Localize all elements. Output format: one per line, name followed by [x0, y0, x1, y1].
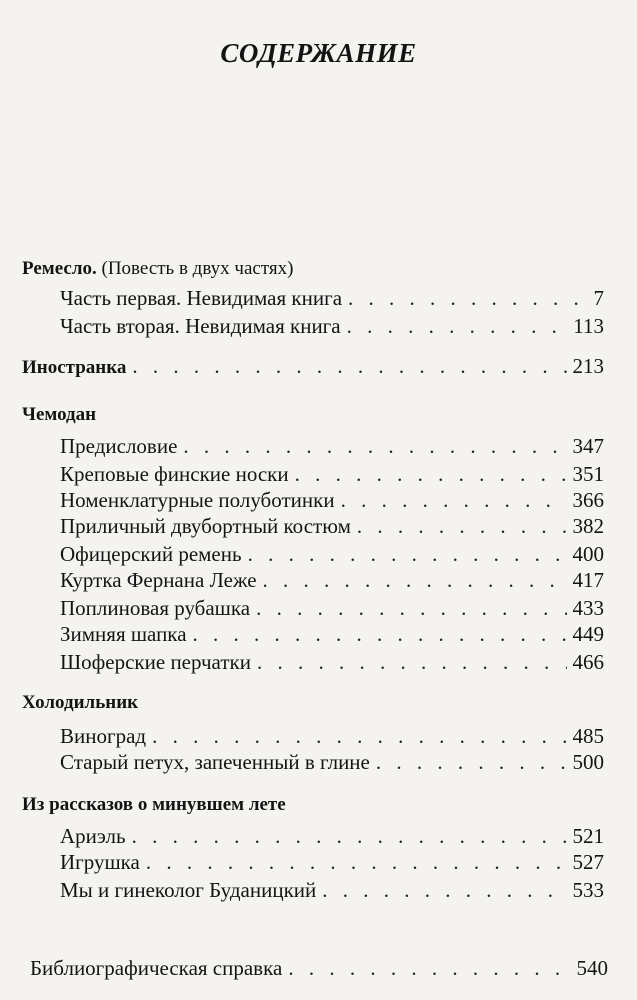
- entry-page: 449: [572, 622, 604, 646]
- leader-dots: [348, 286, 587, 311]
- entry-page: 213: [572, 354, 604, 378]
- leader-dots: [257, 650, 567, 675]
- leader-dots: [183, 434, 566, 459]
- toc-entry[interactable]: [60, 750, 604, 775]
- section-heading-remeslo: [22, 258, 293, 280]
- entry-page: 366: [572, 488, 604, 512]
- entry-label: Куртка Фернана Леже: [60, 568, 257, 592]
- entry-label: Креповые финские носки: [60, 462, 289, 486]
- entry-label: Поплиновая рубашка: [60, 596, 251, 620]
- leader-dots: [288, 956, 570, 981]
- entry-page: 485: [572, 724, 604, 748]
- entry-page: 533: [572, 878, 604, 902]
- entry-page: 466: [572, 650, 604, 674]
- entry-label: Номенклатурные полуботинки: [60, 488, 335, 512]
- section-heading-chemodan: [22, 404, 96, 426]
- toc-entry[interactable]: [60, 878, 604, 903]
- toc-entry[interactable]: [60, 434, 604, 459]
- section-subtitle: (Повесть в двух частях): [101, 258, 294, 279]
- entry-label: Часть вторая. Невидимая книга: [60, 314, 341, 338]
- toc-entry[interactable]: [60, 850, 604, 875]
- entry-page: 400: [572, 542, 604, 566]
- section-heading-label: Ремесло.: [22, 258, 97, 279]
- leader-dots: [132, 354, 566, 379]
- entry-label: Офицерский ремень: [60, 542, 242, 566]
- leader-dots: [146, 850, 567, 875]
- entry-page: 417: [572, 568, 604, 592]
- entry-label: Виноград: [60, 724, 147, 748]
- entry-label: Шоферские перчатки: [60, 650, 251, 674]
- toc-entry-bibliography[interactable]: [30, 956, 608, 981]
- section-heading-iz-rasskazov: [22, 794, 286, 816]
- toc-entry[interactable]: [60, 650, 604, 675]
- leader-dots: [256, 596, 566, 621]
- leader-dots: [347, 314, 568, 339]
- page-title: СОДЕРЖАНИЕ: [220, 38, 417, 68]
- toc-entry[interactable]: [60, 824, 604, 849]
- leader-dots: [357, 514, 567, 539]
- entry-label: Часть первая. Невидимая книга: [60, 286, 343, 310]
- entry-page: 521: [572, 824, 604, 848]
- leader-dots: [193, 622, 567, 647]
- toc-entry[interactable]: [60, 314, 604, 339]
- toc-entry[interactable]: [60, 286, 604, 311]
- toc-entry[interactable]: [60, 622, 604, 647]
- toc-entry[interactable]: [60, 488, 604, 513]
- toc-entry[interactable]: [60, 462, 604, 487]
- leader-dots: [376, 750, 567, 775]
- entry-page: 7: [593, 286, 604, 310]
- section-heading-label: Чемодан: [22, 404, 97, 425]
- entry-label: Игрушка: [60, 850, 140, 874]
- leader-dots: [132, 824, 567, 849]
- entry-page: 540: [576, 956, 608, 980]
- toc-entry[interactable]: [60, 514, 604, 539]
- entry-page: 382: [572, 514, 604, 538]
- toc-entry[interactable]: [60, 596, 604, 621]
- entry-label: Зимняя шапка: [60, 622, 187, 646]
- entry-label: Библиографическая справка: [30, 956, 283, 980]
- section-heading-holodilnik: [22, 692, 138, 714]
- entry-label: Приличный двубортный костюм: [60, 514, 351, 538]
- entry-page: 433: [572, 596, 604, 620]
- toc-entry[interactable]: [60, 724, 604, 749]
- entry-label: Ариэль: [60, 824, 126, 848]
- leader-dots: [322, 878, 566, 903]
- entry-label: Мы и гинеколог Буданицкий: [60, 878, 317, 902]
- section-heading-label: Холодильник: [22, 692, 139, 713]
- section-heading-label: Из рассказов о минувшем лете: [22, 794, 286, 815]
- entry-page: 527: [572, 850, 604, 874]
- toc-entry-inostranka[interactable]: [22, 354, 604, 379]
- leader-dots: [341, 488, 567, 513]
- entry-page: 347: [572, 434, 604, 458]
- entry-page: 500: [572, 750, 604, 774]
- entry-label: Иностранка: [22, 357, 127, 378]
- toc-entry[interactable]: [60, 568, 604, 593]
- entry-label: Старый петух, запеченный в глине: [60, 750, 370, 774]
- leader-dots: [248, 542, 567, 567]
- entry-page: 351: [572, 462, 604, 486]
- leader-dots: [295, 462, 567, 487]
- entry-page: 113: [573, 314, 604, 338]
- leader-dots: [152, 724, 566, 749]
- toc-entry[interactable]: [60, 542, 604, 567]
- entry-label: Предисловие: [60, 434, 178, 458]
- leader-dots: [263, 568, 567, 593]
